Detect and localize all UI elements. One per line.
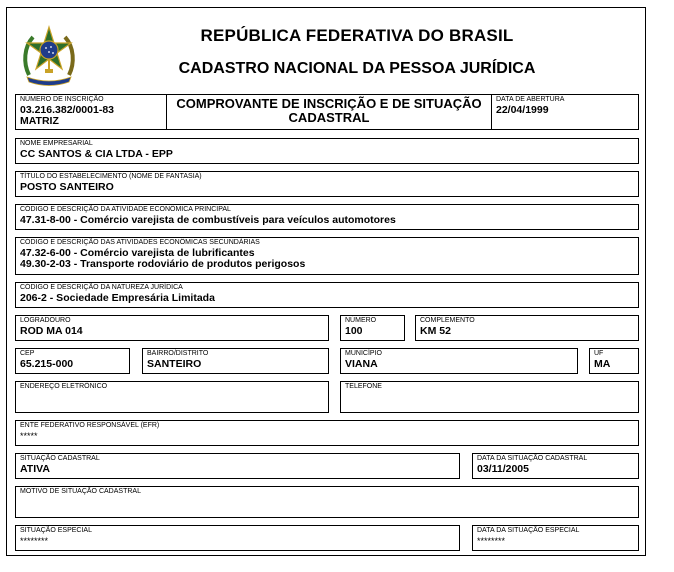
- atividade-principal-value: 47.31-8-00 - Comércio varejista de combustíveis para veículos automotores: [20, 214, 396, 226]
- motivo-label: MOTIVO DE SITUAÇÃO CADASTRAL: [20, 488, 141, 495]
- atividades-secundarias-label: CÓDIGO E DESCRIÇÃO DAS ATIVIDADES ECONÔMICAS SECUNDÁRIAS: [20, 239, 260, 246]
- logradouro-label: LOGRADOURO: [20, 317, 71, 324]
- telefone-label: TELEFONE: [345, 383, 382, 390]
- data-situacao-label: DATA DA SITUAÇÃO CADASTRAL: [477, 455, 588, 462]
- logradouro-value: ROD MA 014: [20, 325, 83, 337]
- numero-label: NÚMERO: [345, 317, 377, 324]
- cnpj-document: [6, 7, 646, 556]
- email-box: [15, 381, 329, 413]
- bairro-label: BAIRRO/DISTRITO: [147, 350, 209, 357]
- efr-label: ENTE FEDERATIVO RESPONSÁVEL (EFR): [20, 422, 160, 429]
- titulo-box: [15, 171, 639, 197]
- data-situacao-especial-value: ********: [477, 536, 506, 546]
- nome-empresarial-value: CC SANTOS & CIA LTDA - EPP: [20, 148, 173, 160]
- bairro-value: SANTEIRO: [147, 358, 202, 370]
- natureza-juridica-value: 206-2 - Sociedade Empresária Limitada: [20, 292, 215, 304]
- complemento-box: [415, 315, 639, 341]
- bairro-box: [142, 348, 329, 374]
- situacao-label: SITUAÇÃO CADASTRAL: [20, 455, 100, 462]
- data-situacao-box: [472, 453, 639, 479]
- natureza-juridica-label: CÓDIGO E DESCRIÇÃO DA NATUREZA JURÍDICA: [20, 284, 183, 291]
- inscricao-number: 03.216.382/0001-83: [20, 104, 115, 116]
- situacao-especial-label: SITUAÇÃO ESPECIAL: [20, 527, 92, 534]
- email-label: ENDEREÇO ELETRÔNICO: [20, 383, 108, 390]
- municipio-box: [340, 348, 578, 374]
- efr-value: *****: [20, 431, 38, 441]
- atividade-secundaria-2: 49.30-2-03 - Transporte rodoviário de produtos perigosos: [20, 258, 306, 270]
- uf-label: UF: [594, 350, 604, 357]
- abertura-box: [491, 94, 639, 130]
- data-situacao-value: 03/11/2005: [477, 463, 529, 475]
- natureza-juridica-box: [15, 282, 639, 308]
- municipio-value: VIANA: [345, 358, 378, 370]
- titulo-value: POSTO SANTEIRO: [20, 181, 114, 193]
- telefone-box: [340, 381, 639, 413]
- inscricao-box: [15, 94, 167, 130]
- abertura-value: 22/04/1999: [496, 104, 549, 116]
- cep-value: 65.215-000: [20, 358, 74, 370]
- cep-box: [15, 348, 130, 374]
- cep-label: CEP: [20, 350, 35, 357]
- complemento-label: COMPLEMENTO: [420, 317, 475, 324]
- atividade-secundaria-1: 47.32-6-00 - Comércio varejista de lubrificantes: [20, 247, 255, 259]
- situacao-box: [15, 453, 460, 479]
- uf-box: [589, 348, 639, 374]
- brazil-coat-of-arms-icon: [21, 25, 77, 87]
- efr-box: [15, 420, 639, 446]
- data-situacao-especial-label: DATA DA SITUAÇÃO ESPECIAL: [477, 527, 580, 534]
- municipio-label: MUNICÍPIO: [345, 350, 382, 357]
- registry-heading: CADASTRO NACIONAL DA PESSOA JURÍDICA: [178, 60, 536, 77]
- situacao-especial-box: [15, 525, 460, 551]
- atividade-principal-box: [15, 204, 639, 230]
- titulo-label: TÍTULO DO ESTABELECIMENTO (NOME DE FANTASIA): [20, 173, 202, 180]
- document-title-box: [166, 94, 492, 130]
- data-situacao-especial-box: [472, 525, 639, 551]
- inscricao-label: NÚMERO DE INSCRIÇÃO: [20, 96, 104, 103]
- nome-empresarial-label: NOME EMPRESARIAL: [20, 140, 93, 147]
- situacao-value: ATIVA: [20, 463, 50, 475]
- situacao-especial-value: ********: [20, 536, 49, 546]
- atividades-secundarias-box: [15, 237, 639, 275]
- abertura-label: DATA DE ABERTURA: [496, 96, 565, 103]
- logradouro-box: [15, 315, 329, 341]
- country-heading: REPÚBLICA FEDERATIVA DO BRASIL: [200, 26, 514, 45]
- numero-box: [340, 315, 405, 341]
- inscricao-type: MATRIZ: [20, 115, 59, 127]
- nome-empresarial-box: [15, 138, 639, 164]
- atividade-principal-label: CÓDIGO E DESCRIÇÃO DA ATIVIDADE ECONÔMICA PRINCIPAL: [20, 206, 231, 213]
- document-title: COMPROVANTE DE INSCRIÇÃO E DE SITUAÇÃO CADASTRAL: [176, 96, 482, 125]
- numero-value: 100: [345, 325, 363, 337]
- complemento-value: KM 52: [420, 325, 451, 337]
- motivo-box: [15, 486, 639, 518]
- uf-value: MA: [594, 358, 611, 370]
